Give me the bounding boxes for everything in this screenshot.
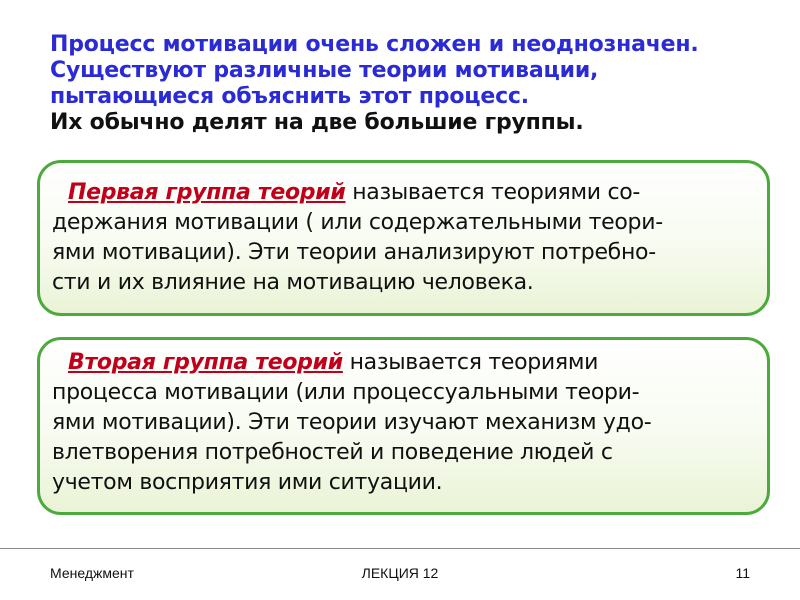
second-group-line-1-rest: называется теориями [342, 350, 599, 375]
first-group-line-2: держания мотивации ( или содержательными теори- [52, 210, 663, 235]
intro-line-2: Существуют различные теории мотивации, [50, 58, 599, 83]
first-group-text [52, 178, 759, 298]
footer-lecture-label: ЛЕКЦИЯ 12 [361, 565, 439, 581]
intro-line-3: пытающиеся объяснить этот процесс. [50, 84, 529, 109]
second-group-line-5: учетом восприятия ими ситуации. [52, 470, 443, 495]
intro-line-4: Их обычно делят на две большие группы. [50, 110, 584, 135]
second-group-text [52, 348, 759, 498]
footer-divider [0, 548, 800, 549]
second-group-heading: Вторая группа теорий [68, 350, 343, 375]
second-group-line-1 [52, 348, 759, 378]
second-group-line-2: процесса мотивации (или процессуальными теори- [52, 380, 640, 405]
first-group-box [37, 160, 770, 316]
second-group-line-4: влетворения потребностей и поведение людей с [52, 440, 613, 465]
slide-intro [50, 32, 790, 136]
first-group-line-4: сти и их влияние на мотивацию человека. [52, 270, 534, 295]
intro-line-1: Процесс мотивации очень сложен и неоднозначен. [50, 32, 699, 57]
first-group-line-1 [52, 178, 759, 208]
first-group-line-1-rest: называется теориями со- [345, 180, 641, 205]
second-group-box [37, 337, 770, 515]
first-group-heading: Первая группа теорий [68, 180, 346, 205]
footer-course-title: Менеджмент [50, 565, 134, 581]
footer-page-number: 11 [735, 565, 750, 581]
second-group-line-3: ями мотивации). Эти теории изучают механизм удо- [52, 410, 652, 435]
first-group-line-3: ями мотивации). Эти теории анализируют потребно- [52, 240, 656, 265]
